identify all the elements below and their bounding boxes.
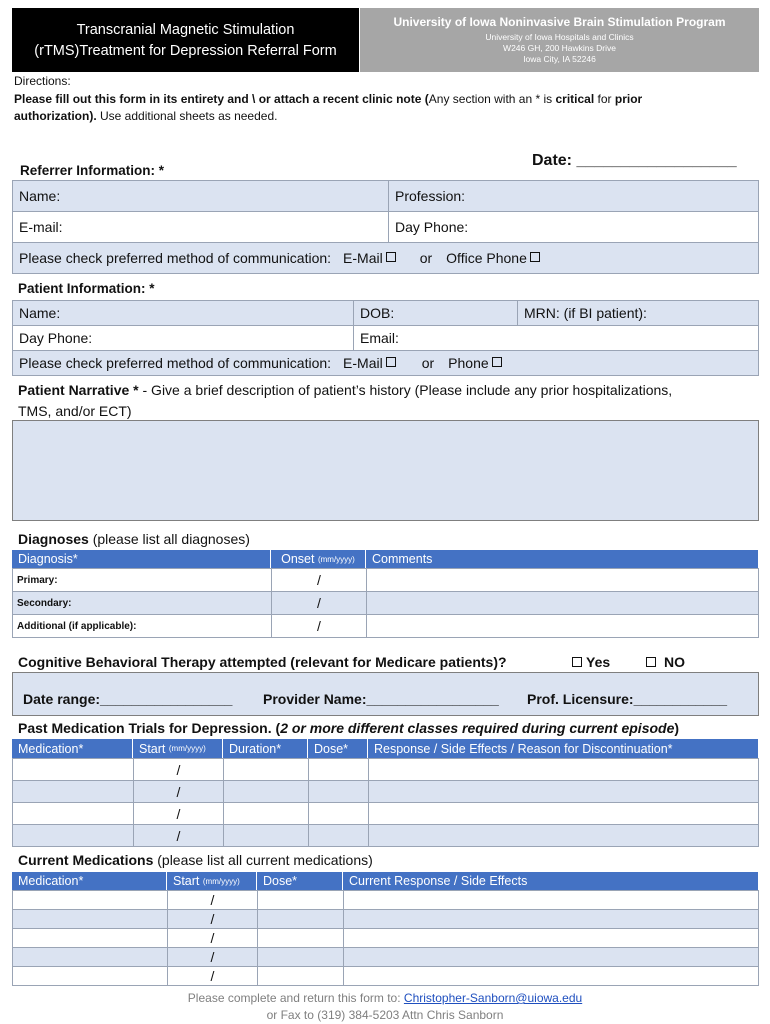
directions-bold: Please fill out this form in its entirety and \ or attach a recent clinic note ( xyxy=(14,92,429,106)
current-med-row4-dose-cell[interactable] xyxy=(257,947,344,967)
current-med-row2-medication-cell[interactable] xyxy=(12,909,168,929)
current-med-row5-slash: / xyxy=(210,968,215,984)
cbt-yes-option xyxy=(572,654,610,670)
diagnosis-additional-cell[interactable] xyxy=(12,614,272,638)
patient-or-label: or xyxy=(421,355,435,371)
past-meds-title-italic: 2 or more different classes required during current episode xyxy=(280,720,675,736)
diagnosis-secondary-cell[interactable] xyxy=(12,591,272,615)
past-response-col-label: Response / Side Effects / Reason for Discontinuation* xyxy=(374,741,673,756)
onset-additional-slash: / xyxy=(317,618,321,634)
org-address-line1: University of Iowa Hospitals and Clinics xyxy=(485,32,634,42)
referrer-or-label: or xyxy=(419,250,433,266)
past-dose-col-header xyxy=(308,739,368,758)
narrative-textarea[interactable] xyxy=(12,420,759,521)
organization-block xyxy=(360,8,759,72)
past-med-row3-start-cell[interactable] xyxy=(133,802,224,825)
past-med-row3-response-cell[interactable] xyxy=(368,802,759,825)
past-med-row2-medication-cell[interactable] xyxy=(12,780,134,803)
narrative-instructions xyxy=(18,380,758,422)
past-med-row4-start-cell[interactable] xyxy=(133,824,224,847)
patient-mrn-label: MRN: (if BI patient): xyxy=(524,305,647,321)
past-meds-title: Past Medication Trials for Depression. ( xyxy=(18,720,281,736)
patient-email-checkbox[interactable] xyxy=(386,357,396,367)
comments-secondary-cell[interactable] xyxy=(366,591,759,615)
past-meds-heading xyxy=(18,720,679,736)
patient-phone-field[interactable] xyxy=(12,325,354,351)
current-med-row2-slash: / xyxy=(210,911,215,927)
directions-additional: Use additional sheets as needed. xyxy=(96,109,278,123)
past-med-row3-duration-cell[interactable] xyxy=(223,802,309,825)
patient-name-field[interactable] xyxy=(12,300,354,326)
current-med-row5-response-cell[interactable] xyxy=(343,966,759,986)
past-med-row2-dose-cell[interactable] xyxy=(308,780,369,803)
past-med-col-header xyxy=(12,739,133,758)
patient-email-option-label: E-Mail xyxy=(343,355,383,371)
current-med-row5-start-cell[interactable] xyxy=(167,966,258,986)
past-med-row3-dose-cell[interactable] xyxy=(308,802,369,825)
onset-secondary-slash: / xyxy=(317,595,321,611)
current-med-row2-start-cell[interactable] xyxy=(167,909,258,929)
cbt-no-checkbox[interactable] xyxy=(646,657,656,667)
current-med-row1-slash: / xyxy=(210,892,215,908)
footer-instructions: Please complete and return this form to: xyxy=(187,991,404,1005)
patient-name-label: Name: xyxy=(19,305,61,321)
onset-column-header xyxy=(271,550,366,568)
referrer-phone-field[interactable] xyxy=(388,211,759,243)
current-med-row5-medication-cell[interactable] xyxy=(12,966,168,986)
past-med-row4-dose-cell[interactable] xyxy=(308,824,369,847)
current-meds-subtitle: (please list all current medications) xyxy=(153,852,373,868)
comments-additional-cell[interactable] xyxy=(366,614,759,638)
directions-critical: critical xyxy=(555,92,595,106)
comments-column-header xyxy=(366,550,759,568)
past-response-col-header xyxy=(368,739,759,758)
past-start-col-header xyxy=(133,739,223,758)
onset-col-format: (mm/yyyy) xyxy=(317,554,355,564)
org-address-line3: Iowa City, IA 52246 xyxy=(523,54,596,64)
diagnosis-column-header xyxy=(12,550,271,568)
directions-normal: Any section with an * is xyxy=(428,92,556,106)
diagnoses-heading xyxy=(18,531,250,547)
referrer-pref-label: Please check preferred method of communication: xyxy=(19,250,332,266)
past-duration-col-label: Duration* xyxy=(229,741,282,756)
directions-for: for xyxy=(594,92,615,106)
current-med-row1-start-cell[interactable] xyxy=(167,890,258,910)
current-med-row4-response-cell[interactable] xyxy=(343,947,759,967)
referrer-profession-label: Profession: xyxy=(395,188,466,204)
directions-label: Directions: xyxy=(14,74,71,88)
referrer-communication-row xyxy=(12,242,759,274)
patient-dob-label: DOB: xyxy=(360,305,395,321)
diagnoses-title: Diagnoses xyxy=(18,531,89,547)
past-med-row2-slash: / xyxy=(176,783,181,800)
directions-prior: prior xyxy=(614,92,643,106)
cbt-yes-checkbox[interactable] xyxy=(572,657,582,667)
current-med-row1-response-cell[interactable] xyxy=(343,890,759,910)
onset-additional-cell[interactable] xyxy=(271,614,367,638)
past-dose-col-label: Dose* xyxy=(314,741,349,756)
current-dose-col-label: Dose* xyxy=(263,874,298,888)
referrer-email-option-label: E-Mail xyxy=(343,250,383,266)
comments-col-label: Comments xyxy=(372,552,433,566)
past-med-row2-start-cell[interactable] xyxy=(133,780,224,803)
form-title-line1: Transcranial Magnetic Stimulation xyxy=(76,22,295,38)
referrer-name-label: Name: xyxy=(19,188,61,204)
past-med-row4-response-cell[interactable] xyxy=(368,824,759,847)
diagnosis-primary-cell[interactable] xyxy=(12,568,272,592)
form-title-line2: (rTMS)Treatment for Depression Referral Form xyxy=(34,43,337,59)
referrer-phone-label: Day Phone: xyxy=(395,219,469,235)
patient-email-field[interactable] xyxy=(353,325,759,351)
cbt-details-box xyxy=(12,672,759,716)
current-start-col-format: (mm/yyyy) xyxy=(202,876,240,886)
current-med-row2-response-cell[interactable] xyxy=(343,909,759,929)
patient-phone-label: Day Phone: xyxy=(19,330,93,346)
current-med-row2-dose-cell[interactable] xyxy=(257,909,344,929)
footer-email-link[interactable]: Christopher-Sanborn@uiowa.edu xyxy=(403,991,583,1005)
current-med-row1-medication-cell[interactable] xyxy=(12,890,168,910)
diagnoses-subtitle: (please list all diagnoses) xyxy=(88,531,250,547)
referrer-email-label: E-mail: xyxy=(19,219,63,235)
current-start-col-header xyxy=(167,872,257,890)
onset-secondary-cell[interactable] xyxy=(271,591,367,615)
patient-mrn-field[interactable] xyxy=(517,300,759,326)
cbt-provider-field[interactable]: Provider Name:_________________ xyxy=(263,691,499,707)
past-duration-col-header xyxy=(223,739,308,758)
cbt-question: Cognitive Behavioral Therapy attempted (relevant for Medicare patients)? xyxy=(18,654,507,670)
past-med-row1-duration-cell[interactable] xyxy=(223,758,309,781)
past-med-row1-start-cell[interactable] xyxy=(133,758,224,781)
diagnosis-additional-label: Additional (if applicable): xyxy=(17,620,137,632)
org-address-line2: W246 GH, 200 Hawkins Drive xyxy=(503,43,616,53)
current-med-row4-start-cell[interactable] xyxy=(167,947,258,967)
referrer-profession-field[interactable] xyxy=(388,180,759,212)
patient-section-title: Patient Information: * xyxy=(18,281,155,296)
narrative-desc-line2: TMS, and/or ECT) xyxy=(18,403,132,419)
footer-line2: or Fax to (319) 384-5203 Attn Chris Sanborn xyxy=(266,1008,504,1022)
narrative-title: Patient Narrative * xyxy=(18,382,139,398)
current-meds-title: Current Medications xyxy=(18,852,154,868)
directions-authorization: authorization). xyxy=(14,109,97,123)
referrer-email-checkbox[interactable] xyxy=(386,252,396,262)
past-med-row2-duration-cell[interactable] xyxy=(223,780,309,803)
current-med-row3-medication-cell[interactable] xyxy=(12,928,168,948)
org-name: University of Iowa Noninvasive Brain Stimulation Program xyxy=(393,15,726,29)
past-med-row4-medication-cell[interactable] xyxy=(12,824,134,847)
patient-phone-option-label: Phone xyxy=(448,355,489,371)
current-med-row5-dose-cell[interactable] xyxy=(257,966,344,986)
past-start-col-format: (mm/yyyy) xyxy=(168,744,206,753)
past-med-row4-duration-cell[interactable] xyxy=(223,824,309,847)
referrer-phone-checkbox[interactable] xyxy=(530,252,540,262)
cbt-date-range-field[interactable]: Date range:_________________ xyxy=(23,691,233,707)
referrer-email-field[interactable] xyxy=(12,211,389,243)
patient-pref-label: Please check preferred method of communication: xyxy=(19,355,332,371)
current-start-col-label: Start xyxy=(173,874,200,888)
diagnosis-secondary-label: Secondary: xyxy=(17,597,72,609)
current-med-row3-start-cell[interactable] xyxy=(167,928,258,948)
cbt-no-label: NO xyxy=(664,654,685,670)
onset-col-label: Onset xyxy=(281,552,315,566)
patient-email-label: Email: xyxy=(360,330,399,346)
cbt-licensure-field[interactable]: Prof. Licensure:____________ xyxy=(527,691,728,707)
referrer-phone-option-label: Office Phone xyxy=(446,250,527,266)
referrer-section-title: Referrer Information: * xyxy=(20,163,165,178)
date-field[interactable]: Date: __________________ xyxy=(532,152,737,169)
onset-primary-cell[interactable] xyxy=(271,568,367,592)
past-med-row3-slash: / xyxy=(176,805,181,822)
past-med-row1-dose-cell[interactable] xyxy=(308,758,369,781)
diagnosis-primary-label: Primary: xyxy=(17,574,58,586)
current-med-row4-medication-cell[interactable] xyxy=(12,947,168,967)
past-meds-title-end: ) xyxy=(674,720,680,736)
form-title-block xyxy=(12,8,359,72)
current-dose-col-header xyxy=(257,872,343,890)
past-start-col-label: Start xyxy=(139,741,166,756)
directions-text xyxy=(14,91,704,125)
current-meds-heading xyxy=(18,852,373,868)
current-med-col-label: Medication* xyxy=(18,874,84,888)
footer-line1 xyxy=(0,991,770,1005)
past-med-col-label: Medication* xyxy=(18,741,84,756)
past-med-row1-medication-cell[interactable] xyxy=(12,758,134,781)
comments-primary-cell[interactable] xyxy=(366,568,759,592)
patient-dob-field[interactable] xyxy=(353,300,518,326)
patient-communication-row xyxy=(12,350,759,376)
past-med-row3-medication-cell[interactable] xyxy=(12,802,134,825)
past-med-row2-response-cell[interactable] xyxy=(368,780,759,803)
current-med-row1-dose-cell[interactable] xyxy=(257,890,344,910)
cbt-yes-label: Yes xyxy=(586,654,611,670)
current-med-row3-response-cell[interactable] xyxy=(343,928,759,948)
past-med-row1-response-cell[interactable] xyxy=(368,758,759,781)
current-med-col-header xyxy=(12,872,167,890)
patient-phone-checkbox[interactable] xyxy=(492,357,502,367)
current-med-row4-slash: / xyxy=(210,949,215,965)
current-med-row3-slash: / xyxy=(210,930,215,946)
current-med-row3-dose-cell[interactable] xyxy=(257,928,344,948)
referrer-name-field[interactable] xyxy=(12,180,389,212)
narrative-desc-line1: - Give a brief description of patient’s history (Please include any prior hospitalizations, xyxy=(138,382,673,398)
diagnosis-col-label: Diagnosis* xyxy=(18,552,78,566)
past-med-row1-slash: / xyxy=(176,761,181,778)
current-response-col-header xyxy=(343,872,759,890)
onset-primary-slash: / xyxy=(317,572,321,588)
past-med-row4-slash: / xyxy=(176,827,181,844)
cbt-no-option xyxy=(646,654,685,670)
current-response-col-label: Current Response / Side Effects xyxy=(349,874,528,888)
